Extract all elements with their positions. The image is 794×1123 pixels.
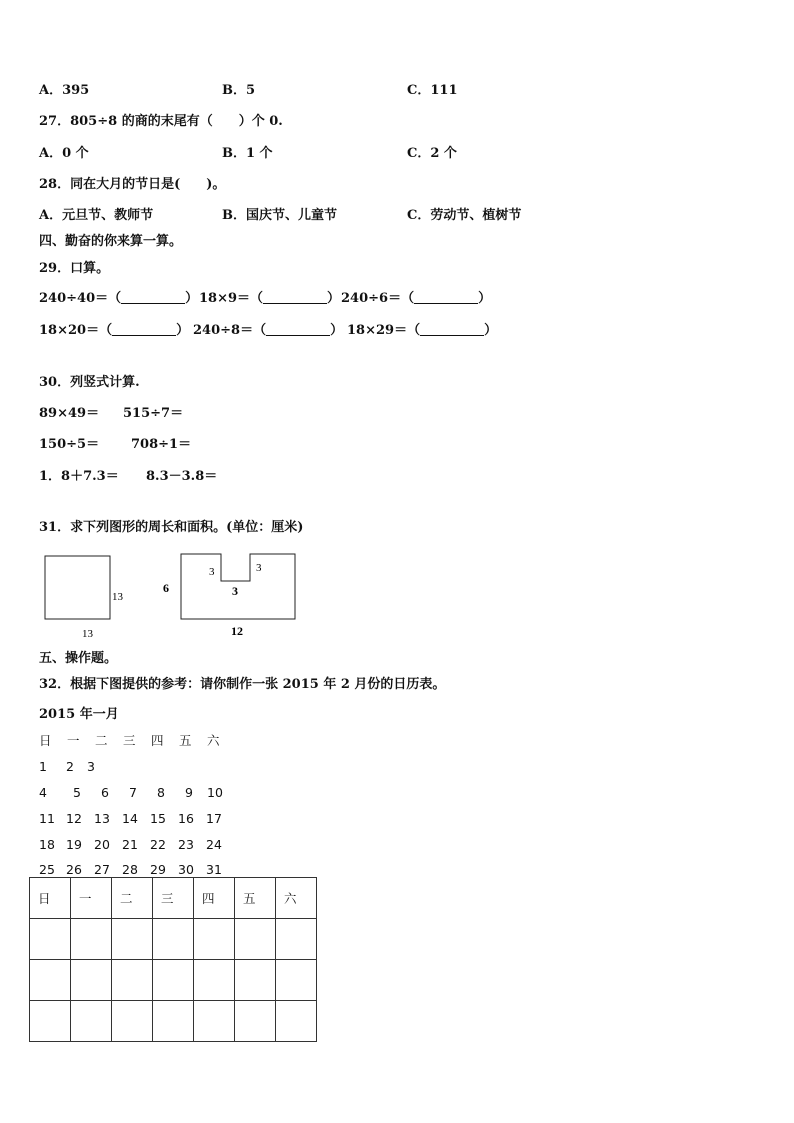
ref-day: 18 (39, 837, 55, 852)
shape-width-label: 12 (231, 624, 243, 638)
calendar-cell[interactable] (71, 960, 112, 1001)
calendar-cell[interactable] (30, 919, 71, 960)
q27-stem: 27．805÷8 的商的末尾有（ ）个 0. (39, 114, 283, 129)
q29-expression: 240÷6＝ (341, 291, 402, 306)
calendar-header-cell: 五 (235, 878, 276, 919)
ref-weekday: 六 (207, 733, 220, 748)
ref-day: 11 (39, 811, 55, 826)
q26-option-c: C．111 (407, 83, 458, 98)
calendar-cell[interactable] (153, 1001, 194, 1042)
q29-stem: 29．口算。 (39, 261, 110, 276)
q30-item: 1．8＋7.3＝ (39, 469, 119, 484)
ref-day: 25 (39, 862, 55, 877)
q26-option-b: B．5 (222, 83, 256, 98)
section5-title: 五、操作题。 (39, 651, 118, 666)
square-side-right-label: 13 (112, 591, 123, 603)
ref-weekday: 一 (67, 733, 80, 748)
ref-day: 14 (122, 811, 138, 826)
calendar-cell[interactable] (276, 960, 317, 1001)
q29-expression: 18×20＝ (39, 323, 100, 338)
q30-item: 89×49＝ (39, 406, 100, 421)
calendar-empty-row (30, 960, 317, 1001)
ref-day: 10 (207, 785, 223, 800)
q32-stem: 32．根据下图提供的参考：请你制作一张 2015 年 2 月份的日历表。 (39, 677, 446, 692)
ref-day: 31 (206, 862, 222, 877)
ref-weekday: 四 (151, 733, 164, 748)
ref-weekday: 日 (39, 733, 52, 748)
ref-day: 15 (150, 811, 166, 826)
ref-day: 23 (178, 837, 194, 852)
ref-weekday: 二 (95, 733, 108, 748)
ref-day: 7 (129, 785, 137, 800)
calendar-cell[interactable] (71, 1001, 112, 1042)
paren-close: ） (327, 291, 341, 306)
q30-stem: 30．列竖式计算. (39, 375, 140, 390)
calendar-header-cell: 四 (194, 878, 235, 919)
calendar-cell[interactable] (235, 960, 276, 1001)
ref-day: 17 (206, 811, 222, 826)
calendar-cell[interactable] (276, 919, 317, 960)
calendar-header-cell: 日 (30, 878, 71, 919)
ref-day: 26 (66, 862, 82, 877)
section4-title: 四、勤奋的你来算一算。 (39, 234, 183, 249)
notch-width-label: 3 (232, 584, 238, 598)
reference-calendar-title: 2015 年一月 (39, 707, 119, 722)
q26-option-a: A．395 (39, 83, 90, 98)
notch-left-depth-label: 3 (209, 566, 215, 578)
q30-item: 150÷5＝ (39, 437, 100, 452)
ref-day: 6 (101, 785, 109, 800)
ref-day: 8 (157, 785, 165, 800)
calendar-cell[interactable] (30, 1001, 71, 1042)
calendar-cell[interactable] (71, 919, 112, 960)
paren-open: （ (407, 323, 421, 338)
paren-close: ） (478, 291, 492, 306)
calendar-cell[interactable] (194, 1001, 235, 1042)
ref-day: 5 (73, 785, 81, 800)
calendar-cell[interactable] (153, 919, 194, 960)
ref-day: 22 (150, 837, 166, 852)
ref-day: 24 (206, 837, 222, 852)
ref-day: 1 (39, 759, 47, 774)
notch-right-depth-label: 3 (256, 562, 262, 574)
paren-open: （ (401, 291, 415, 306)
q29-expression: 18×29＝ (347, 323, 408, 338)
calendar-cell[interactable] (276, 1001, 317, 1042)
ref-day: 30 (178, 862, 194, 877)
calendar-cell[interactable] (112, 960, 153, 1001)
ref-weekday: 五 (179, 733, 192, 748)
paren-close: ） (185, 291, 199, 306)
ref-day: 16 (178, 811, 194, 826)
ref-day: 28 (122, 862, 138, 877)
q30-item: 8.3－3.8＝ (146, 469, 218, 484)
calendar-cell[interactable] (235, 1001, 276, 1042)
blank-calendar-table (29, 877, 317, 1042)
q28-option-b: B．国庆节、儿童节 (222, 208, 337, 223)
ref-day: 12 (66, 811, 82, 826)
q27-option-b: B．1 个 (222, 146, 273, 161)
ref-day: 3 (87, 759, 95, 774)
calendar-cell[interactable] (112, 919, 153, 960)
calendar-cell[interactable] (194, 960, 235, 1001)
calendar-empty-row (30, 919, 317, 960)
shape-height-label: 6 (163, 581, 169, 595)
paren-open: （ (253, 323, 267, 338)
paren-open: （ (108, 291, 122, 306)
ref-day: 21 (122, 837, 138, 852)
calendar-header-cell: 二 (112, 878, 153, 919)
calendar-cell[interactable] (235, 919, 276, 960)
paren-close: ） (484, 323, 498, 338)
q29-expression: 240÷40＝ (39, 291, 109, 306)
calendar-cell[interactable] (194, 919, 235, 960)
paren-close: ） (330, 323, 344, 338)
q28-option-a: A．元旦节、教师节 (39, 208, 154, 223)
calendar-cell[interactable] (112, 1001, 153, 1042)
paren-open: （ (99, 323, 113, 338)
notched-rectangle-figure (181, 554, 295, 619)
ref-day: 13 (94, 811, 110, 826)
q27-option-a: A．0 个 (39, 146, 89, 161)
ref-day: 9 (185, 785, 193, 800)
square-side-bottom-label: 13 (82, 628, 93, 640)
q27-option-c: C．2 个 (407, 146, 457, 161)
calendar-cell[interactable] (153, 960, 194, 1001)
paren-open: （ (250, 291, 264, 306)
q30-item: 708÷1＝ (131, 437, 192, 452)
q30-item: 515÷7＝ (123, 406, 184, 421)
calendar-empty-row (30, 1001, 317, 1042)
calendar-header-cell: 三 (153, 878, 194, 919)
q29-expression: 240÷8＝ (193, 323, 254, 338)
q28-option-c: C．劳动节、植树节 (407, 208, 522, 223)
ref-day: 19 (66, 837, 82, 852)
calendar-header-cell: 一 (71, 878, 112, 919)
paren-close: ） (176, 323, 190, 338)
calendar-header-cell: 六 (276, 878, 317, 919)
ref-weekday: 三 (123, 733, 136, 748)
ref-day: 20 (94, 837, 110, 852)
ref-day: 2 (66, 759, 74, 774)
q28-stem: 28．同在大月的节日是( )。 (39, 177, 226, 192)
calendar-header-row (30, 878, 317, 919)
q31-stem: 31．求下列图形的周长和面积。(单位：厘米) (39, 520, 304, 535)
q29-expression: 18×9＝ (199, 291, 251, 306)
ref-day: 27 (94, 862, 110, 877)
ref-day: 29 (150, 862, 166, 877)
ref-day: 4 (39, 785, 47, 800)
square-figure (45, 556, 110, 619)
calendar-cell[interactable] (30, 960, 71, 1001)
